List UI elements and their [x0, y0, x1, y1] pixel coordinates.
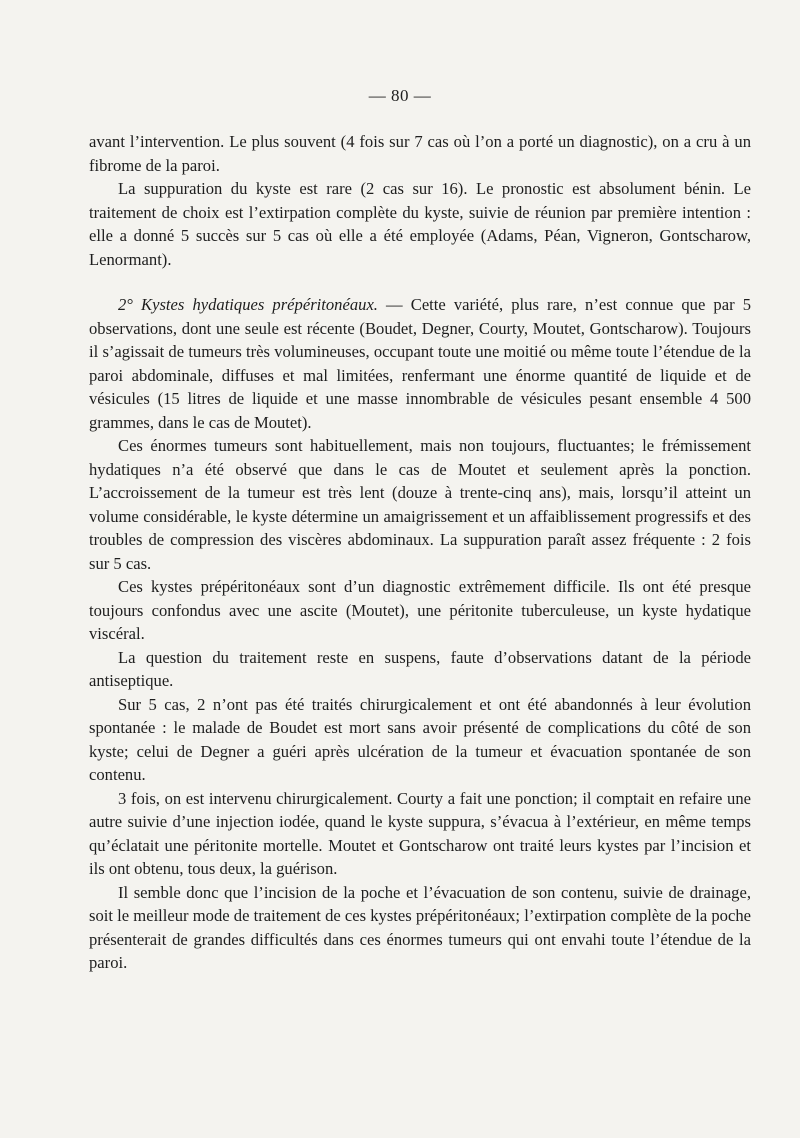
- paragraph-conclusion: Il semble donc que l’incision de la poche et l’évacuation de son contenu, suivie de drainage, soit le meilleur mode de traitement de ces kystes prépéritonéaux; l’extirpation complète de la poche présenterait de grandes difficultés dans ces énormes tumeurs qui ont envahi toute l’étendue de la paroi.: [89, 882, 751, 972]
- paragraph-diagnosis: Ces kystes prépéritonéaux sont d’un diagnostic extrêmement difficile. Ils ont été presque toujours confondus avec une ascite (Moutet), une péritonite tuberculeuse, un kyste hydatique viscéral.: [89, 577, 751, 643]
- paragraph-suppuration: La suppuration du kyste est rare (2 cas sur 16). Le pronostic est absolument bénin. Le traitement de choix est l’extirpation complète du kyste, suivie de réunion par première intention : elle a donné 5 succès sur 5 cas où elle a été employée (Adams, Péan, Vigneron, Gontscharow, Lenormant).: [89, 179, 751, 269]
- paragraph-surgical-cases: 3 fois, on est intervenu chirurgicalement. Courty a fait une ponction; il comptait en refaire une autre suivie d’une injection iodée, quand le kyste suppura, s’évacua à l’extérieur, en même temps qu’éclatait une péritonite mortelle. Moutet et Gontscharow ont traité leurs kystes par l’incision et ils ont obtenu, tous deux, la guérison.: [89, 788, 751, 878]
- paragraph-continuation: avant l’intervention. Le plus souvent (4 fois sur 7 cas où l’on a porté un diagnostic), on a cru à un fibrome de la paroi.: [89, 132, 751, 175]
- body-text: [89, 130, 751, 975]
- paragraph-section-2: [89, 293, 751, 434]
- paragraph-symptoms: Ces énormes tumeurs sont habituellement, mais non toujours, fluctuantes; le frémissement hydatiques n’a été observé que dans le cas de Moutet et seulement après la ponction. L’accroissement de la tumeur est très lent (douze à trente-cinq ans), mais, lorsqu’il atteint un volume considérable, le kyste détermine un amaigrissement et un affaiblissement progressifs et des troubles de compression des viscères abdominaux. La suppuration paraît assez fréquente : 2 fois sur 5 cas.: [89, 436, 751, 573]
- section-heading-text: — Cette variété, plus rare, n’est connue que par 5 observations, dont une seule est récente (Boudet, Degner, Courty, Moutet, Gontscharow). Toujours il s’agissait de tumeurs très volumineuses, occupant toute une moitié ou même toute l’étendue de la paroi abdominale, diffuses et mal limitées, renfermant une énorme quantité de liquide et de vésicules (15 litres de liquide et une masse innombrable de vésicules pesant ensemble 4 500 grammes, dans le cas de Moutet).: [89, 295, 752, 432]
- paragraph-treatment-question: La question du traitement reste en suspens, faute d’observations datant de la période antiseptique.: [89, 647, 751, 690]
- section-heading: 2° Kystes hydatiques prépéritonéaux.: [118, 295, 378, 314]
- page-number: — 80 —: [368, 86, 432, 105]
- paragraph-untreated-cases: Sur 5 cas, 2 n’ont pas été traités chirurgicalement et ont été abandonnés à leur évolution spontanée : le malade de Boudet est mort sans avoir présenté de complications du côté de son kyste; celui de Degner a guéri après ulcération de la tumeur et évacuation spontanée de son contenu.: [89, 694, 751, 784]
